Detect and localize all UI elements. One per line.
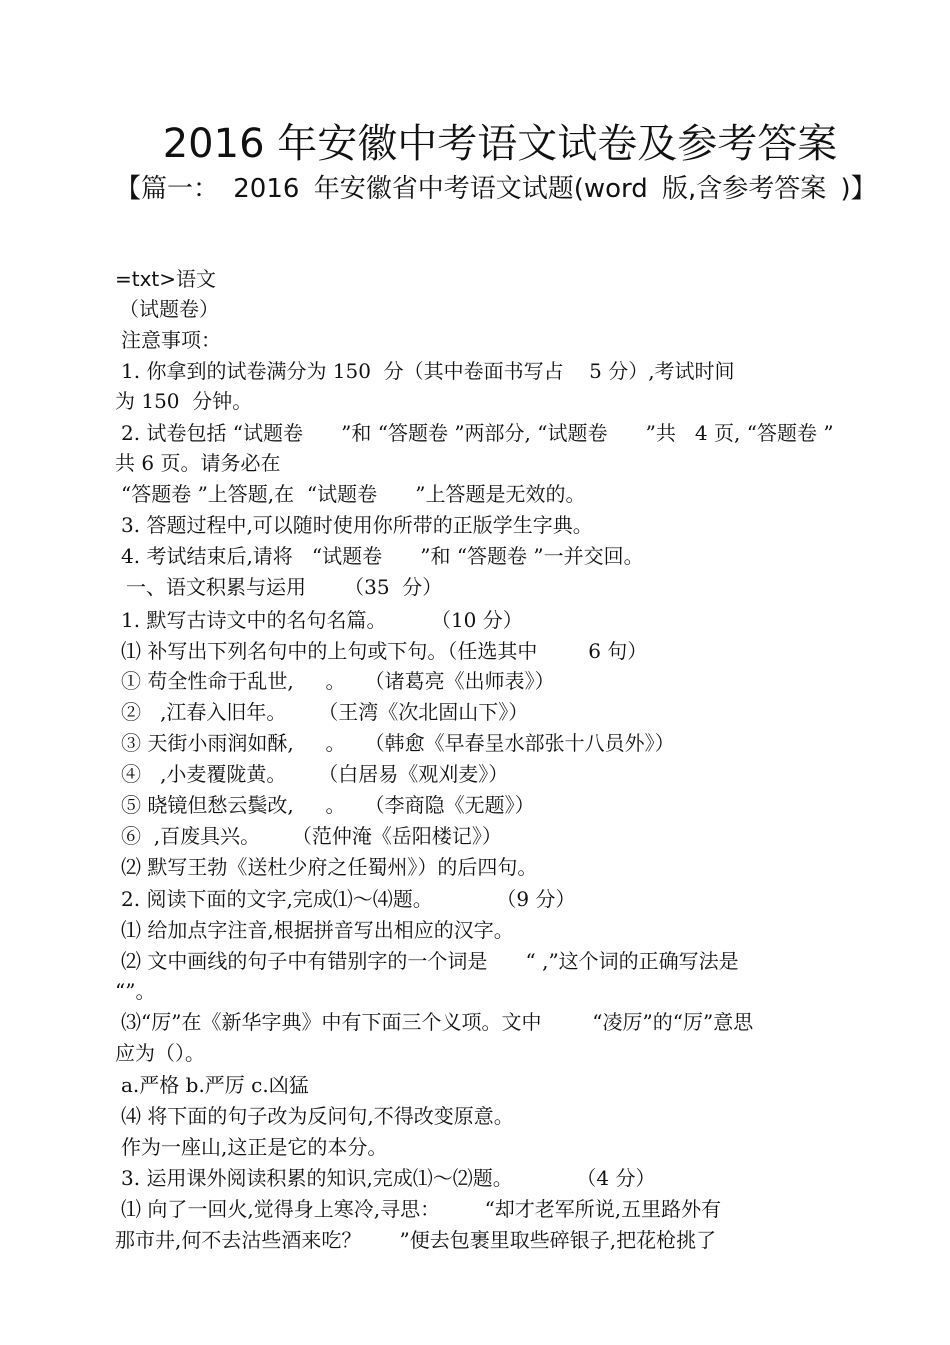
text-line: 共 6 页。请务必在 (115, 451, 281, 475)
text-line: ⑴ 补写出下列名句中的上句或下句。（任选其中 6 句） (121, 639, 648, 663)
text-line: 2. 试卷包括 “试题卷 ”和 “答题卷 ”两部分, “试题卷 ”共 4 页, “答题卷 ” (121, 421, 834, 445)
text-line: ⑶“厉”在《新华字典》中有下面三个义项。文中 “凌厉”的“厉”意思 (121, 1010, 754, 1034)
text-line: ⑵ 默写王勃《送杜少府之任蜀州》）的后四句。 (121, 855, 538, 879)
text-line: ⑴ 向了一回火,觉得身上寒冷,寻思： “却才老军所说,五里路外有 (121, 1197, 722, 1221)
text-line: =txt>语文 (115, 267, 217, 291)
text-line: ⑴ 给加点字注音,根据拼音写出相应的汉字。 (121, 918, 514, 942)
text-line: 一、语文积累与运用 （35 分） (126, 575, 443, 599)
text-line: 应为（）。 (115, 1041, 205, 1065)
text-line: ③ 天街小雨润如酥, 。 （韩愈《早春呈水部张十八员外》） (121, 731, 675, 755)
text-line: 3. 运用课外阅读积累的知识,完成⑴～⑵题。 （4 分） (121, 1166, 656, 1190)
text-line: ④ ,小麦覆陇黄。 （白居易《观刈麦》） (121, 762, 509, 786)
text-line: 3. 答题过程中,可以随时使用你所带的正版学生字典。 (121, 513, 593, 537)
text-line: 1. 你拿到的试卷满分为 150 分（其中卷面书写占 5 分）,考试时间 (121, 359, 735, 383)
text-line: 作为一座山,这正是它的本分。 (121, 1135, 388, 1159)
text-line: a.严格 b.严厉 c.凶猛 (121, 1073, 309, 1097)
text-line: 注意事项： (121, 328, 221, 352)
text-line: ⑤ 晓镜但愁云鬓改, 。 （李商隐《无题》） (121, 793, 535, 817)
text-line: ② ,江春入旧年。 （王湾《次北固山下》） (121, 700, 529, 724)
text-line: ⑷ 将下面的句子改为反问句,不得改变原意。 (121, 1104, 514, 1128)
text-line: 2. 阅读下面的文字,完成⑴～⑷题。 （9 分） (121, 887, 576, 911)
text-line: 1. 默写古诗文中的名句名篇。 （10 分） (121, 608, 523, 632)
text-line: （试题卷） (119, 297, 219, 321)
text-line: ⑵ 文中画线的句子中有错别字的一个词是 “ ,”这个词的正确写法是 (121, 949, 739, 973)
text-line: “答题卷 ”上答题,在 “试题卷 ”上答题是无效的。 (121, 482, 586, 506)
text-line: 为 150 分钟。 (115, 389, 253, 413)
text-line: 4. 考试结束后,请将 “试题卷 ”和 “答题卷 ”一并交回。 (121, 544, 644, 568)
text-line: 那市井,何不去沽些酒来吃？ ”便去包裹里取些碎银子,把花枪挑了 (115, 1228, 717, 1252)
text-line: ① 苟全性命于乱世, 。 （诸葛亮《出师表》） (121, 669, 555, 693)
document-title: 2016 年安徽中考语文试卷及参考答案 (162, 121, 838, 167)
document-subtitle: 【篇一： 2016 年安徽省中考语文试题(word 版,含参考答案 )】 (115, 174, 877, 204)
text-line: “”。 (115, 979, 156, 1003)
text-line: ⑥ ,百废具兴。 （范仲淹《岳阳楼记》） (121, 824, 502, 848)
